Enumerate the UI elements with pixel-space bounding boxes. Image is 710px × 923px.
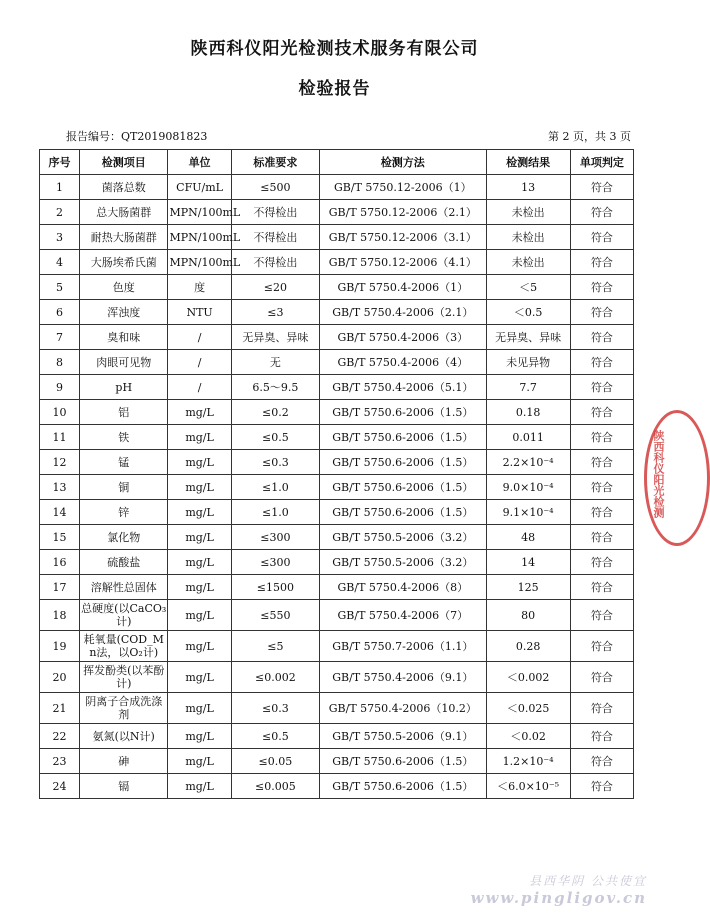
cell-result: ＜0.02: [486, 724, 570, 749]
cell-no: 4: [40, 250, 80, 275]
cell-result: 9.0×10⁻⁴: [486, 475, 570, 500]
cell-method: GB/T 5750.6-2006（1.5）: [320, 774, 486, 799]
cell-method: GB/T 5750.4-2006（4）: [320, 350, 486, 375]
header-standard: 标准要求: [231, 150, 319, 175]
header-unit: 单位: [168, 150, 231, 175]
cell-result: 0.18: [486, 400, 570, 425]
cell-unit: mg/L: [168, 724, 231, 749]
cell-judgement: 符合: [570, 550, 633, 575]
cell-standard: ≤0.05: [231, 749, 319, 774]
cell-unit: mg/L: [168, 400, 231, 425]
cell-result: 无异臭、异味: [486, 325, 570, 350]
cell-standard: ≤0.3: [231, 450, 319, 475]
cell-standard: 不得检出: [231, 225, 319, 250]
cell-judgement: 符合: [570, 525, 633, 550]
cell-result: 9.1×10⁻⁴: [486, 500, 570, 525]
cell-unit: mg/L: [168, 575, 231, 600]
cell-result: ＜0.002: [486, 662, 570, 693]
cell-unit: MPN/100mL: [168, 250, 231, 275]
cell-judgement: 符合: [570, 631, 633, 662]
cell-no: 23: [40, 749, 80, 774]
cell-unit: mg/L: [168, 425, 231, 450]
cell-item: 耗氧量(COD_Mn法，以O₂计): [80, 631, 168, 662]
table-row: [40, 575, 634, 600]
cell-no: 20: [40, 662, 80, 693]
cell-unit: mg/L: [168, 550, 231, 575]
cell-judgement: 符合: [570, 575, 633, 600]
cell-result: 7.7: [486, 375, 570, 400]
cell-judgement: 符合: [570, 425, 633, 450]
cell-method: GB/T 5750.6-2006（1.5）: [320, 425, 486, 450]
header-method: 检测方法: [320, 150, 486, 175]
cell-standard: ≤0.5: [231, 724, 319, 749]
cell-judgement: 符合: [570, 724, 633, 749]
cell-result: ＜0.5: [486, 300, 570, 325]
cell-standard: ≤0.5: [231, 425, 319, 450]
cell-standard: ≤5: [231, 631, 319, 662]
cell-item: 总硬度(以CaCO₃计): [80, 600, 168, 631]
cell-judgement: 符合: [570, 225, 633, 250]
table-row: [40, 475, 634, 500]
cell-method: GB/T 5750.12-2006（1）: [320, 175, 486, 200]
table-body: [40, 175, 634, 799]
cell-method: GB/T 5750.5-2006（3.2）: [320, 550, 486, 575]
table-row: [40, 325, 634, 350]
cell-no: 21: [40, 693, 80, 724]
cell-no: 9: [40, 375, 80, 400]
cell-judgement: 符合: [570, 175, 633, 200]
cell-judgement: 符合: [570, 200, 633, 225]
cell-item: 挥发酚类(以苯酚计): [80, 662, 168, 693]
header-no: 序号: [40, 150, 80, 175]
cell-unit: NTU: [168, 300, 231, 325]
cell-no: 5: [40, 275, 80, 300]
cell-unit: mg/L: [168, 693, 231, 724]
cell-judgement: 符合: [570, 325, 633, 350]
table-row: [40, 500, 634, 525]
cell-no: 3: [40, 225, 80, 250]
cell-unit: mg/L: [168, 525, 231, 550]
cell-result: 13: [486, 175, 570, 200]
table-row: [40, 375, 634, 400]
cell-item: 铜: [80, 475, 168, 500]
table-row: [40, 175, 634, 200]
cell-no: 16: [40, 550, 80, 575]
cell-item: 耐热大肠菌群: [80, 225, 168, 250]
cell-result: 80: [486, 600, 570, 631]
table-row: [40, 225, 634, 250]
table-row: [40, 550, 634, 575]
cell-item: 铝: [80, 400, 168, 425]
cell-item: 色度: [80, 275, 168, 300]
cell-standard: ≤1500: [231, 575, 319, 600]
cell-unit: mg/L: [168, 475, 231, 500]
table-row: [40, 250, 634, 275]
cell-method: GB/T 5750.7-2006（1.1）: [320, 631, 486, 662]
cell-item: pH: [80, 375, 168, 400]
cell-item: 总大肠菌群: [80, 200, 168, 225]
cell-standard: 不得检出: [231, 200, 319, 225]
cell-unit: mg/L: [168, 600, 231, 631]
cell-item: 菌落总数: [80, 175, 168, 200]
cell-result: 14: [486, 550, 570, 575]
cell-result: 未检出: [486, 225, 570, 250]
cell-no: 19: [40, 631, 80, 662]
cell-method: GB/T 5750.4-2006（1）: [320, 275, 486, 300]
cell-judgement: 符合: [570, 749, 633, 774]
cell-method: GB/T 5750.4-2006（5.1）: [320, 375, 486, 400]
cell-unit: mg/L: [168, 450, 231, 475]
cell-unit: mg/L: [168, 774, 231, 799]
cell-standard: ≤1.0: [231, 475, 319, 500]
table-row: [40, 450, 634, 475]
cell-method: GB/T 5750.12-2006（4.1）: [320, 250, 486, 275]
cell-method: GB/T 5750.4-2006（10.2）: [320, 693, 486, 724]
cell-no: 22: [40, 724, 80, 749]
cell-result: 未检出: [486, 250, 570, 275]
cell-unit: mg/L: [168, 631, 231, 662]
cell-result: ＜5: [486, 275, 570, 300]
header-judgement: 单项判定: [570, 150, 633, 175]
cell-unit: /: [168, 325, 231, 350]
table-row: [40, 275, 634, 300]
cell-result: ＜0.025: [486, 693, 570, 724]
cell-unit: 度: [168, 275, 231, 300]
cell-method: GB/T 5750.12-2006（2.1）: [320, 200, 486, 225]
cell-result: 0.011: [486, 425, 570, 450]
table-row: [40, 350, 634, 375]
cell-standard: 无: [231, 350, 319, 375]
cell-item: 氯化物: [80, 525, 168, 550]
cell-no: 6: [40, 300, 80, 325]
cell-method: GB/T 5750.12-2006（3.1）: [320, 225, 486, 250]
cell-no: 18: [40, 600, 80, 631]
cell-method: GB/T 5750.4-2006（2.1）: [320, 300, 486, 325]
cell-result: 48: [486, 525, 570, 550]
cell-standard: 6.5～9.5: [231, 375, 319, 400]
cell-standard: 无异臭、异味: [231, 325, 319, 350]
cell-item: 溶解性总固体: [80, 575, 168, 600]
table-row: [40, 300, 634, 325]
cell-item: 氨氮(以N计): [80, 724, 168, 749]
cell-item: 浑浊度: [80, 300, 168, 325]
table-row: [40, 662, 634, 693]
watermark-url: www.pingligov.cn: [470, 889, 647, 907]
cell-judgement: 符合: [570, 300, 633, 325]
table-row: [40, 749, 634, 774]
cell-item: 肉眼可见物: [80, 350, 168, 375]
cell-result: 未见异物: [486, 350, 570, 375]
header-result: 检测结果: [486, 150, 570, 175]
cell-judgement: 符合: [570, 500, 633, 525]
cell-judgement: 符合: [570, 475, 633, 500]
table-header-row: [40, 150, 634, 175]
cell-judgement: 符合: [570, 693, 633, 724]
cell-method: GB/T 5750.6-2006（1.5）: [320, 475, 486, 500]
table-row: [40, 200, 634, 225]
cell-standard: ≤500: [231, 175, 319, 200]
cell-no: 8: [40, 350, 80, 375]
cell-no: 10: [40, 400, 80, 425]
cell-judgement: 符合: [570, 600, 633, 631]
table-row: [40, 693, 634, 724]
table-row: [40, 425, 634, 450]
table-row: [40, 600, 634, 631]
table-row: [40, 774, 634, 799]
cell-result: 2.2×10⁻⁴: [486, 450, 570, 475]
cell-method: GB/T 5750.6-2006（1.5）: [320, 500, 486, 525]
cell-method: GB/T 5750.6-2006（1.5）: [320, 450, 486, 475]
cell-item: 锌: [80, 500, 168, 525]
cell-result: 未检出: [486, 200, 570, 225]
cell-result: 1.2×10⁻⁴: [486, 749, 570, 774]
cell-item: 镉: [80, 774, 168, 799]
cell-standard: ≤300: [231, 550, 319, 575]
cell-no: 13: [40, 475, 80, 500]
header-item: 检测项目: [80, 150, 168, 175]
cell-standard: ≤20: [231, 275, 319, 300]
cell-method: GB/T 5750.4-2006（8）: [320, 575, 486, 600]
cell-method: GB/T 5750.5-2006（3.2）: [320, 525, 486, 550]
cell-standard: ≤3: [231, 300, 319, 325]
cell-no: 1: [40, 175, 80, 200]
cell-item: 锰: [80, 450, 168, 475]
table-row: [40, 724, 634, 749]
cell-unit: /: [168, 375, 231, 400]
cell-judgement: 符合: [570, 450, 633, 475]
cell-no: 12: [40, 450, 80, 475]
page-info: 第 2 页，共 3 页: [548, 130, 631, 143]
report-title: 检验报告: [298, 79, 371, 99]
cell-standard: ≤0.005: [231, 774, 319, 799]
cell-no: 14: [40, 500, 80, 525]
cell-standard: ≤0.3: [231, 693, 319, 724]
cell-no: 11: [40, 425, 80, 450]
table-row: [40, 400, 634, 425]
cell-judgement: 符合: [570, 275, 633, 300]
cell-standard: ≤550: [231, 600, 319, 631]
cell-method: GB/T 5750.4-2006（9.1）: [320, 662, 486, 693]
official-seal-text: 陕西科仪阳光检测: [652, 430, 665, 518]
cell-judgement: 符合: [570, 350, 633, 375]
cell-no: 7: [40, 325, 80, 350]
cell-unit: CFU/mL: [168, 175, 231, 200]
cell-method: GB/T 5750.4-2006（3）: [320, 325, 486, 350]
cell-unit: /: [168, 350, 231, 375]
cell-standard: ≤0.2: [231, 400, 319, 425]
cell-unit: mg/L: [168, 500, 231, 525]
cell-no: 24: [40, 774, 80, 799]
company-name: 陕西科仪阳光检测技术服务有限公司: [190, 39, 479, 59]
cell-result: 125: [486, 575, 570, 600]
cell-method: GB/T 5750.4-2006（7）: [320, 600, 486, 631]
cell-no: 15: [40, 525, 80, 550]
cell-unit: mg/L: [168, 749, 231, 774]
cell-result: ＜6.0×10⁻⁵: [486, 774, 570, 799]
report-number: 报告编号：QT2019081823: [66, 130, 208, 143]
cell-unit: mg/L: [168, 662, 231, 693]
cell-item: 砷: [80, 749, 168, 774]
cell-judgement: 符合: [570, 375, 633, 400]
cell-unit: MPN/100mL: [168, 200, 231, 225]
cell-standard: 不得检出: [231, 250, 319, 275]
cell-no: 17: [40, 575, 80, 600]
cell-item: 臭和味: [80, 325, 168, 350]
cell-judgement: 符合: [570, 400, 633, 425]
inspection-table: [39, 149, 634, 799]
watermark: [457, 873, 647, 907]
table-row: [40, 631, 634, 662]
watermark-text: 县西华阴 公共使宜: [529, 874, 647, 888]
cell-item: 阴离子合成洗涤剂: [80, 693, 168, 724]
cell-judgement: 符合: [570, 662, 633, 693]
cell-method: GB/T 5750.6-2006（1.5）: [320, 749, 486, 774]
cell-item: 硫酸盐: [80, 550, 168, 575]
cell-result: 0.28: [486, 631, 570, 662]
cell-item: 大肠埃希氏菌: [80, 250, 168, 275]
cell-unit: MPN/100mL: [168, 225, 231, 250]
cell-standard: ≤300: [231, 525, 319, 550]
cell-standard: ≤0.002: [231, 662, 319, 693]
cell-standard: ≤1.0: [231, 500, 319, 525]
cell-item: 铁: [80, 425, 168, 450]
cell-method: GB/T 5750.5-2006（9.1）: [320, 724, 486, 749]
cell-judgement: 符合: [570, 774, 633, 799]
table-row: [40, 525, 634, 550]
cell-no: 2: [40, 200, 80, 225]
cell-method: GB/T 5750.6-2006（1.5）: [320, 400, 486, 425]
cell-judgement: 符合: [570, 250, 633, 275]
